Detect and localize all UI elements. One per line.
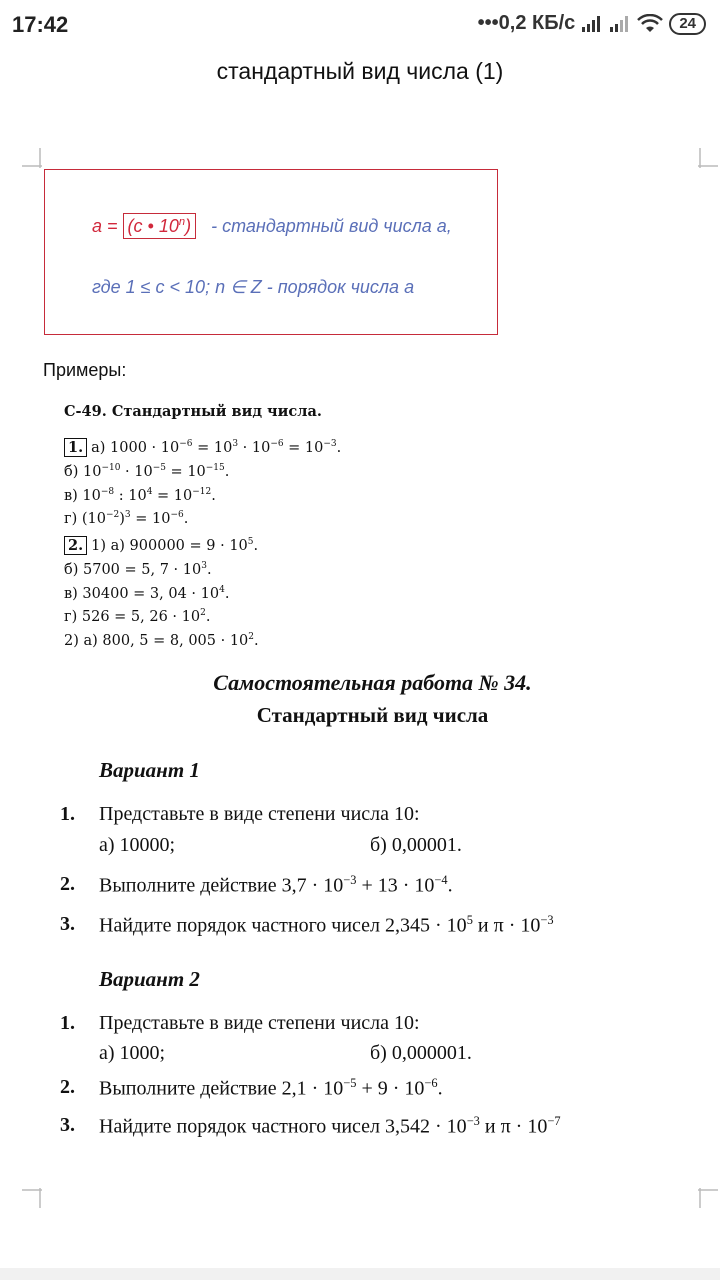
variant-1-task-1-text: Представьте в виде степени числа 10:: [99, 803, 420, 825]
definition-condition-line: [92, 277, 414, 298]
network-speed: •••0,2 КБ/с: [477, 12, 576, 34]
variant-1-title: Вариант 1: [99, 758, 200, 782]
status-icons: [478, 12, 706, 35]
example-1-line: г) $(10^{-2})^3 = 10^{-6}$.: [64, 510, 189, 528]
example-1-block: [64, 434, 341, 529]
variant-1-task-3-text: Найдите порядок частного чисел $2,345 \cdot 10^5$ и $\pi \cdot 10^{-3}$: [99, 913, 554, 937]
crop-mark-top-right: [698, 148, 718, 168]
variant-2-task-2: 2.: [60, 1076, 75, 1098]
variant-1-task-3: 3.: [60, 913, 75, 935]
variant-2-task-1a: а) 1000;: [99, 1042, 166, 1064]
crop-mark-top-left: [22, 148, 42, 168]
example-2-line: б) 5700 = 5, $7 \cdot 10^3$.: [64, 560, 212, 578]
definition-lhs: a =: [92, 216, 118, 236]
variant-2-title: Вариант 2: [99, 967, 200, 991]
status-time: 17:42: [12, 12, 69, 37]
variant-2-task-1b: б) 0,000001.: [370, 1042, 472, 1064]
example-2-line: в) 30400 = 3, $04 \cdot 10^4$.: [64, 584, 230, 602]
example-2-block: [64, 532, 259, 651]
definition-box: [44, 169, 498, 335]
variant-1-task-1b: б) 0,00001.: [370, 834, 462, 856]
battery-indicator: 24: [669, 13, 706, 35]
example-2-line: 2) а) 800, 5 = 8, $005 \cdot 10^2$.: [64, 632, 259, 650]
definition-description: - стандартный вид числа a,: [211, 216, 452, 236]
variant-1-task-2-text: Выполните действие $3,7 \cdot 10^{-3} + 13 \cdot 10^{-4}$.: [99, 873, 453, 897]
variant-2-task-1-text: Представьте в виде степени числа 10:: [99, 1012, 420, 1034]
signal-icon: [581, 15, 603, 33]
variant-1-task-2: 2.: [60, 873, 75, 895]
example-1-line: 1. а) $1000 \cdot 10^{-6} = 10^3 \cdot 10^{-6} = 10^{-3}$.: [64, 434, 341, 458]
examples-label: Примеры:: [43, 360, 127, 380]
variant-1-task-1: 1.: [60, 803, 75, 825]
definition-boxed-formula: (c • 10$^n$): [123, 213, 197, 239]
variant-1-task-1a: а) 10000;: [99, 834, 176, 856]
definition-line: [92, 216, 452, 237]
work-title: Самостоятельная работа № 34.: [213, 670, 532, 695]
scan-header: С-49. Стандартный вид числа.: [64, 403, 322, 420]
example-2-line: 2. 1) а) $900000 = 9 \cdot 10^5$.: [64, 532, 259, 556]
crop-mark-bottom-right: [698, 1188, 718, 1208]
definition-condition-desc: - порядок числа a: [266, 277, 415, 297]
variant-2-task-1: 1.: [60, 1012, 75, 1034]
document-title: стандартный вид числа (1): [216, 58, 504, 84]
work-subtitle: Стандартный вид числа: [256, 703, 489, 727]
variant-2-task-3-text: Найдите порядок частного чисел $3,542 \cdot 10^{-3}$ и $\pi \cdot 10^{-7}$: [99, 1114, 561, 1138]
example-2-line: г) 526 = 5, $26 \cdot 10^2$.: [64, 608, 211, 626]
crop-mark-bottom-left: [22, 1188, 42, 1208]
example-1-line: б) $10^{-10} \cdot 10^{-5} = 10^{-15}$.: [64, 462, 230, 480]
variant-2-task-3: 3.: [60, 1114, 75, 1136]
definition-condition: где 1 ≤ c < 10; n ∈ Z: [92, 277, 262, 297]
signal-icon-2: [609, 15, 631, 33]
variant-2-task-2-text: Выполните действие $2,1 \cdot 10^{-5} + 9 \cdot 10^{-6}$.: [99, 1076, 443, 1100]
example-1-line: в) $10^{-8}$ : $10^4 = 10^{-12}$.: [64, 486, 216, 504]
wifi-icon: [637, 14, 663, 34]
bottom-bar: [0, 1268, 720, 1280]
